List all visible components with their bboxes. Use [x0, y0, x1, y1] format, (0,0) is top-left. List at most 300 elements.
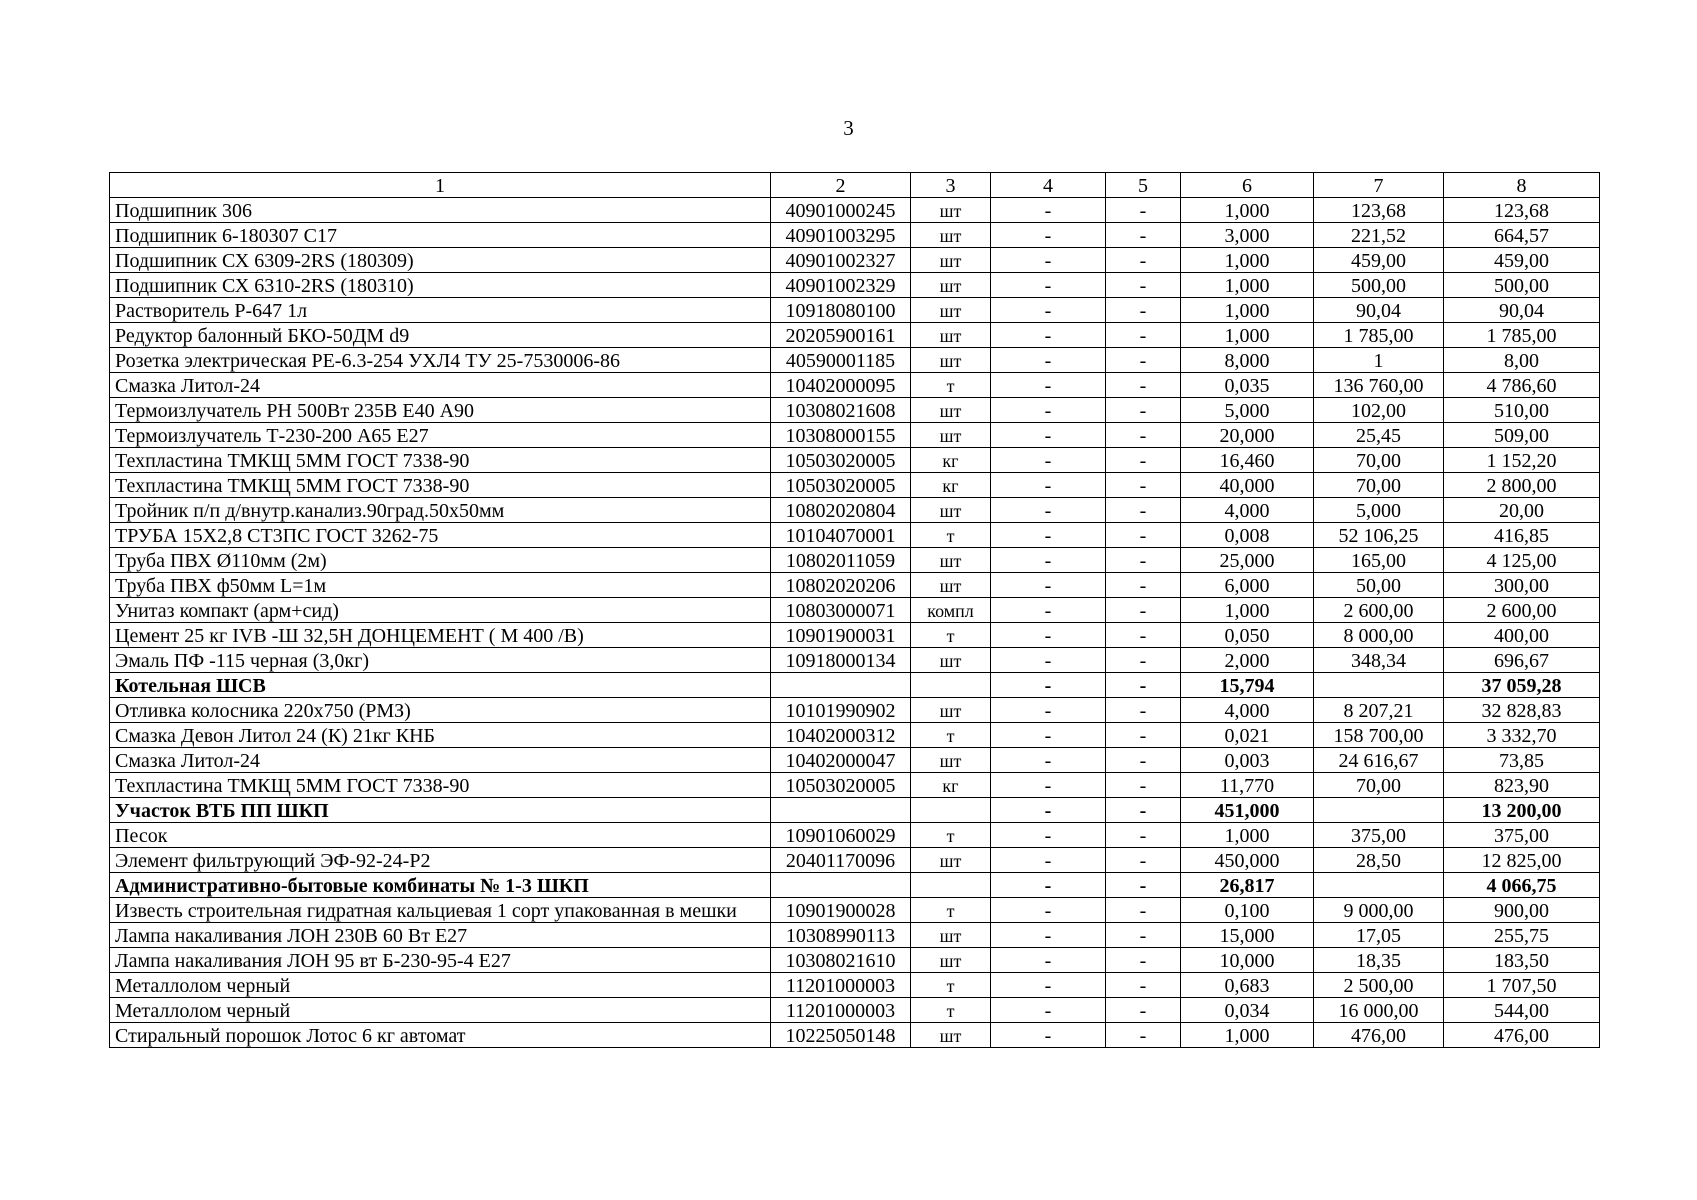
quantity-cell: 1,000	[1181, 823, 1314, 848]
item-code-cell: 11201000003	[771, 973, 911, 998]
column-5-cell: -	[1106, 398, 1181, 423]
item-code-cell: 10503020005	[771, 473, 911, 498]
quantity-cell: 5,000	[1181, 398, 1314, 423]
column-4-cell: -	[991, 523, 1106, 548]
column-4-cell: -	[991, 1023, 1106, 1048]
table-row	[110, 323, 1600, 348]
item-name-cell: Лампа накаливания ЛОН 95 вт Б-230-95-4 Е27	[110, 948, 771, 973]
column-5-cell: -	[1106, 848, 1181, 873]
amount-cell: 2 600,00	[1444, 598, 1600, 623]
column-4-cell: -	[991, 298, 1106, 323]
column-5-cell: -	[1106, 798, 1181, 823]
column-4-cell: -	[991, 548, 1106, 573]
column-number: 5	[1106, 173, 1181, 198]
table-row	[110, 248, 1600, 273]
table-row	[110, 223, 1600, 248]
amount-cell: 300,00	[1444, 573, 1600, 598]
price-cell: 52 106,25	[1314, 523, 1444, 548]
item-name-cell: Участок ВТБ ПП ШКП	[110, 798, 771, 823]
table-row	[110, 423, 1600, 448]
unit-cell: шт	[911, 498, 991, 523]
column-number: 2	[771, 173, 911, 198]
amount-cell: 123,68	[1444, 198, 1600, 223]
column-4-cell: -	[991, 598, 1106, 623]
table-row	[110, 998, 1600, 1023]
amount-cell: 37 059,28	[1444, 673, 1600, 698]
group-total-row	[110, 673, 1600, 698]
column-4-cell: -	[991, 623, 1106, 648]
item-name-cell: Термоизлучатель РН 500Вт 235В Е40 А90	[110, 398, 771, 423]
item-name-cell: Розетка электрическая РЕ-6.3-254 УХЛ4 ТУ 25-7530006-86	[110, 348, 771, 373]
amount-cell: 375,00	[1444, 823, 1600, 848]
amount-cell: 20,00	[1444, 498, 1600, 523]
quantity-cell: 40,000	[1181, 473, 1314, 498]
amount-cell: 510,00	[1444, 398, 1600, 423]
column-5-cell: -	[1106, 273, 1181, 298]
column-4-cell: -	[991, 848, 1106, 873]
item-code-cell: 20401170096	[771, 848, 911, 873]
column-4-cell: -	[991, 823, 1106, 848]
price-cell: 375,00	[1314, 823, 1444, 848]
column-4-cell: -	[991, 473, 1106, 498]
unit-cell: шт	[911, 398, 991, 423]
quantity-cell: 8,000	[1181, 348, 1314, 373]
unit-cell: шт	[911, 248, 991, 273]
column-number: 1	[110, 173, 771, 198]
group-total-row	[110, 873, 1600, 898]
amount-cell: 73,85	[1444, 748, 1600, 773]
amount-cell: 509,00	[1444, 423, 1600, 448]
unit-cell: т	[911, 898, 991, 923]
quantity-cell: 0,003	[1181, 748, 1314, 773]
unit-cell: компл	[911, 598, 991, 623]
column-4-cell: -	[991, 223, 1106, 248]
amount-cell: 1 152,20	[1444, 448, 1600, 473]
item-code-cell: 10918080100	[771, 298, 911, 323]
item-code-cell: 40901002329	[771, 273, 911, 298]
item-name-cell: Подшипник СХ 6310-2RS (180310)	[110, 273, 771, 298]
item-code-cell: 40901000245	[771, 198, 911, 223]
table-row	[110, 1023, 1600, 1048]
column-5-cell: -	[1106, 198, 1181, 223]
item-code-cell: 10402000047	[771, 748, 911, 773]
price-cell: 2 600,00	[1314, 598, 1444, 623]
price-cell: 50,00	[1314, 573, 1444, 598]
column-4-cell: -	[991, 398, 1106, 423]
unit-cell: кг	[911, 473, 991, 498]
quantity-cell: 4,000	[1181, 698, 1314, 723]
item-name-cell: Известь строительная гидратная кальциевая 1 сорт упакованная в мешки	[110, 898, 771, 923]
amount-cell: 500,00	[1444, 273, 1600, 298]
column-5-cell: -	[1106, 823, 1181, 848]
materials-table	[109, 172, 1600, 1048]
column-5-cell: -	[1106, 698, 1181, 723]
price-cell: 16 000,00	[1314, 998, 1444, 1023]
quantity-cell: 1,000	[1181, 598, 1314, 623]
column-4-cell: -	[991, 373, 1106, 398]
item-code-cell	[771, 798, 911, 823]
unit-cell: шт	[911, 1023, 991, 1048]
column-5-cell: -	[1106, 548, 1181, 573]
amount-cell: 8,00	[1444, 348, 1600, 373]
item-name-cell: Элемент фильтрующий ЭФ-92-24-Р2	[110, 848, 771, 873]
item-name-cell: Унитаз компакт (арм+сид)	[110, 598, 771, 623]
price-cell: 24 616,67	[1314, 748, 1444, 773]
column-4-cell: -	[991, 648, 1106, 673]
price-cell: 221,52	[1314, 223, 1444, 248]
quantity-cell: 26,817	[1181, 873, 1314, 898]
price-cell	[1314, 873, 1444, 898]
item-code-cell: 10901900031	[771, 623, 911, 648]
amount-cell: 1 707,50	[1444, 973, 1600, 998]
table-row	[110, 473, 1600, 498]
quantity-cell: 1,000	[1181, 1023, 1314, 1048]
unit-cell: шт	[911, 698, 991, 723]
quantity-cell: 1,000	[1181, 248, 1314, 273]
item-code-cell: 40901003295	[771, 223, 911, 248]
item-name-cell: Смазка Литол-24	[110, 748, 771, 773]
column-4-cell: -	[991, 573, 1106, 598]
amount-cell: 544,00	[1444, 998, 1600, 1023]
column-4-cell: -	[991, 798, 1106, 823]
item-name-cell: Металлолом черный	[110, 998, 771, 1023]
item-name-cell: Труба ПВХ Ø110мм (2м)	[110, 548, 771, 573]
item-code-cell	[771, 673, 911, 698]
quantity-cell: 4,000	[1181, 498, 1314, 523]
column-5-cell: -	[1106, 648, 1181, 673]
column-5-cell: -	[1106, 623, 1181, 648]
amount-cell: 255,75	[1444, 923, 1600, 948]
column-5-cell: -	[1106, 998, 1181, 1023]
table-row	[110, 448, 1600, 473]
column-5-cell: -	[1106, 448, 1181, 473]
item-name-cell: Смазка Девон Литол 24 (К) 21кг КНБ	[110, 723, 771, 748]
price-cell: 158 700,00	[1314, 723, 1444, 748]
quantity-cell: 451,000	[1181, 798, 1314, 823]
price-cell: 500,00	[1314, 273, 1444, 298]
unit-cell: т	[911, 973, 991, 998]
column-4-cell: -	[991, 323, 1106, 348]
unit-cell: шт	[911, 348, 991, 373]
quantity-cell: 1,000	[1181, 323, 1314, 348]
unit-cell	[911, 673, 991, 698]
column-5-cell: -	[1106, 773, 1181, 798]
unit-cell	[911, 873, 991, 898]
column-4-cell: -	[991, 498, 1106, 523]
unit-cell: шт	[911, 298, 991, 323]
column-4-cell: -	[991, 748, 1106, 773]
item-code-cell: 10503020005	[771, 448, 911, 473]
price-cell: 123,68	[1314, 198, 1444, 223]
column-5-cell: -	[1106, 948, 1181, 973]
column-5-cell: -	[1106, 423, 1181, 448]
table-row	[110, 198, 1600, 223]
item-code-cell: 10503020005	[771, 773, 911, 798]
item-name-cell: Подшипник СХ 6309-2RS (180309)	[110, 248, 771, 273]
amount-cell: 90,04	[1444, 298, 1600, 323]
table-row	[110, 923, 1600, 948]
price-cell: 136 760,00	[1314, 373, 1444, 398]
column-5-cell: -	[1106, 373, 1181, 398]
column-4-cell: -	[991, 423, 1106, 448]
table-row	[110, 648, 1600, 673]
item-code-cell: 10918000134	[771, 648, 911, 673]
price-cell: 8 000,00	[1314, 623, 1444, 648]
item-name-cell: Подшипник 306	[110, 198, 771, 223]
item-name-cell: Термоизлучатель Т-230-200 А65 Е27	[110, 423, 771, 448]
column-number: 6	[1181, 173, 1314, 198]
price-cell: 25,45	[1314, 423, 1444, 448]
table-row	[110, 748, 1600, 773]
unit-cell: т	[911, 723, 991, 748]
column-5-cell: -	[1106, 348, 1181, 373]
column-5-cell: -	[1106, 898, 1181, 923]
amount-cell: 476,00	[1444, 1023, 1600, 1048]
quantity-cell: 0,683	[1181, 973, 1314, 998]
quantity-cell: 1,000	[1181, 273, 1314, 298]
price-cell: 476,00	[1314, 1023, 1444, 1048]
price-cell: 90,04	[1314, 298, 1444, 323]
column-number: 8	[1444, 173, 1600, 198]
unit-cell: т	[911, 623, 991, 648]
item-name-cell: Эмаль ПФ -115 черная (3,0кг)	[110, 648, 771, 673]
price-cell: 70,00	[1314, 773, 1444, 798]
item-code-cell: 10225050148	[771, 1023, 911, 1048]
table-row	[110, 273, 1600, 298]
amount-cell: 4 066,75	[1444, 873, 1600, 898]
item-code-cell: 10901060029	[771, 823, 911, 848]
column-number: 7	[1314, 173, 1444, 198]
table-row	[110, 723, 1600, 748]
column-4-cell: -	[991, 923, 1106, 948]
unit-cell: шт	[911, 223, 991, 248]
item-name-cell: Техпластина ТМКЩ 5ММ ГОСТ 7338-90	[110, 448, 771, 473]
column-5-cell: -	[1106, 573, 1181, 598]
unit-cell: шт	[911, 323, 991, 348]
amount-cell: 32 828,83	[1444, 698, 1600, 723]
item-code-cell: 10901900028	[771, 898, 911, 923]
quantity-cell: 1,000	[1181, 198, 1314, 223]
quantity-cell: 2,000	[1181, 648, 1314, 673]
item-code-cell: 10308021610	[771, 948, 911, 973]
price-cell: 70,00	[1314, 473, 1444, 498]
quantity-cell: 1,000	[1181, 298, 1314, 323]
item-code-cell: 10104070001	[771, 523, 911, 548]
unit-cell: шт	[911, 548, 991, 573]
item-code-cell: 10101990902	[771, 698, 911, 723]
unit-cell: шт	[911, 648, 991, 673]
column-4-cell: -	[991, 248, 1106, 273]
table-row	[110, 523, 1600, 548]
column-4-cell: -	[991, 698, 1106, 723]
unit-cell: шт	[911, 848, 991, 873]
column-5-cell: -	[1106, 723, 1181, 748]
amount-cell: 3 332,70	[1444, 723, 1600, 748]
table-row	[110, 598, 1600, 623]
column-4-cell: -	[991, 998, 1106, 1023]
table-row	[110, 373, 1600, 398]
quantity-cell: 20,000	[1181, 423, 1314, 448]
item-name-cell: Труба ПВХ ф50мм L=1м	[110, 573, 771, 598]
quantity-cell: 11,770	[1181, 773, 1314, 798]
quantity-cell: 0,100	[1181, 898, 1314, 923]
item-code-cell	[771, 873, 911, 898]
table-row	[110, 623, 1600, 648]
price-cell: 18,35	[1314, 948, 1444, 973]
column-5-cell: -	[1106, 1023, 1181, 1048]
column-5-cell: -	[1106, 673, 1181, 698]
item-code-cell: 10802020804	[771, 498, 911, 523]
item-name-cell: Металлолом черный	[110, 973, 771, 998]
column-5-cell: -	[1106, 473, 1181, 498]
table-row	[110, 398, 1600, 423]
item-name-cell: Административно-бытовые комбинаты № 1-3 ШКП	[110, 873, 771, 898]
price-cell: 5,000	[1314, 498, 1444, 523]
column-5-cell: -	[1106, 498, 1181, 523]
column-5-cell: -	[1106, 223, 1181, 248]
amount-cell: 400,00	[1444, 623, 1600, 648]
column-5-cell: -	[1106, 923, 1181, 948]
quantity-cell: 15,000	[1181, 923, 1314, 948]
item-code-cell: 10402000095	[771, 373, 911, 398]
quantity-cell: 25,000	[1181, 548, 1314, 573]
price-cell: 1	[1314, 348, 1444, 373]
item-code-cell: 10803000071	[771, 598, 911, 623]
page-number: 3	[843, 116, 854, 140]
item-code-cell: 10308000155	[771, 423, 911, 448]
amount-cell: 664,57	[1444, 223, 1600, 248]
amount-cell: 416,85	[1444, 523, 1600, 548]
item-code-cell: 10802020206	[771, 573, 911, 598]
item-name-cell: ТРУБА 15Х2,8 СТ3ПС ГОСТ 3262-75	[110, 523, 771, 548]
table-row	[110, 498, 1600, 523]
unit-cell: шт	[911, 748, 991, 773]
unit-cell: шт	[911, 923, 991, 948]
unit-cell: т	[911, 373, 991, 398]
quantity-cell: 10,000	[1181, 948, 1314, 973]
column-5-cell: -	[1106, 748, 1181, 773]
table-row	[110, 948, 1600, 973]
item-name-cell: Техпластина ТМКЩ 5ММ ГОСТ 7338-90	[110, 473, 771, 498]
item-code-cell: 10402000312	[771, 723, 911, 748]
column-4-cell: -	[991, 948, 1106, 973]
price-cell: 1 785,00	[1314, 323, 1444, 348]
column-4-cell: -	[991, 898, 1106, 923]
quantity-cell: 15,794	[1181, 673, 1314, 698]
item-name-cell: Лампа накаливания ЛОН 230В 60 Вт Е27	[110, 923, 771, 948]
column-5-cell: -	[1106, 298, 1181, 323]
column-4-cell: -	[991, 873, 1106, 898]
column-number: 4	[991, 173, 1106, 198]
table-row	[110, 773, 1600, 798]
item-name-cell: Подшипник 6-180307 С17	[110, 223, 771, 248]
column-5-cell: -	[1106, 598, 1181, 623]
table-row	[110, 898, 1600, 923]
quantity-cell: 16,460	[1181, 448, 1314, 473]
price-cell: 70,00	[1314, 448, 1444, 473]
column-4-cell: -	[991, 198, 1106, 223]
price-cell	[1314, 798, 1444, 823]
group-total-row	[110, 798, 1600, 823]
price-cell: 102,00	[1314, 398, 1444, 423]
item-name-cell: Отливка колосника 220х750 (РМЗ)	[110, 698, 771, 723]
quantity-cell: 0,035	[1181, 373, 1314, 398]
column-5-cell: -	[1106, 873, 1181, 898]
quantity-cell: 450,000	[1181, 848, 1314, 873]
unit-cell	[911, 798, 991, 823]
unit-cell: шт	[911, 423, 991, 448]
amount-cell: 900,00	[1444, 898, 1600, 923]
table-row	[110, 823, 1600, 848]
column-5-cell: -	[1106, 323, 1181, 348]
quantity-cell: 0,008	[1181, 523, 1314, 548]
column-5-cell: -	[1106, 973, 1181, 998]
quantity-cell: 0,034	[1181, 998, 1314, 1023]
column-4-cell: -	[991, 673, 1106, 698]
table-row	[110, 698, 1600, 723]
table-row	[110, 573, 1600, 598]
column-5-cell: -	[1106, 523, 1181, 548]
unit-cell: шт	[911, 198, 991, 223]
quantity-cell: 0,050	[1181, 623, 1314, 648]
table-row	[110, 848, 1600, 873]
amount-cell: 823,90	[1444, 773, 1600, 798]
item-code-cell: 10308990113	[771, 923, 911, 948]
price-cell: 165,00	[1314, 548, 1444, 573]
item-code-cell: 40901002327	[771, 248, 911, 273]
amount-cell: 12 825,00	[1444, 848, 1600, 873]
table-row	[110, 348, 1600, 373]
price-cell: 348,34	[1314, 648, 1444, 673]
price-cell: 28,50	[1314, 848, 1444, 873]
amount-cell: 696,67	[1444, 648, 1600, 673]
item-name-cell: Песок	[110, 823, 771, 848]
item-code-cell: 20205900161	[771, 323, 911, 348]
amount-cell: 4 125,00	[1444, 548, 1600, 573]
item-code-cell: 11201000003	[771, 998, 911, 1023]
item-name-cell: Цемент 25 кг IVB -Ш 32,5Н ДОНЦЕМЕНТ ( М 400 /В)	[110, 623, 771, 648]
price-cell: 9 000,00	[1314, 898, 1444, 923]
table-row	[110, 973, 1600, 998]
amount-cell: 183,50	[1444, 948, 1600, 973]
column-number: 3	[911, 173, 991, 198]
amount-cell: 2 800,00	[1444, 473, 1600, 498]
quantity-cell: 6,000	[1181, 573, 1314, 598]
unit-cell: т	[911, 523, 991, 548]
item-name-cell: Редуктор балонный БКО-50ДМ d9	[110, 323, 771, 348]
item-name-cell: Растворитель Р-647 1л	[110, 298, 771, 323]
item-name-cell: Котельная ШСВ	[110, 673, 771, 698]
table-row	[110, 298, 1600, 323]
price-cell	[1314, 673, 1444, 698]
column-4-cell: -	[991, 348, 1106, 373]
column-5-cell: -	[1106, 248, 1181, 273]
unit-cell: кг	[911, 448, 991, 473]
unit-cell: шт	[911, 273, 991, 298]
price-cell: 2 500,00	[1314, 973, 1444, 998]
unit-cell: т	[911, 998, 991, 1023]
quantity-cell: 3,000	[1181, 223, 1314, 248]
item-name-cell: Техпластина ТМКЩ 5ММ ГОСТ 7338-90	[110, 773, 771, 798]
price-cell: 459,00	[1314, 248, 1444, 273]
item-code-cell: 10308021608	[771, 398, 911, 423]
unit-cell: т	[911, 823, 991, 848]
unit-cell: шт	[911, 948, 991, 973]
item-code-cell: 10802011059	[771, 548, 911, 573]
table-row	[110, 548, 1600, 573]
column-4-cell: -	[991, 723, 1106, 748]
price-cell: 17,05	[1314, 923, 1444, 948]
